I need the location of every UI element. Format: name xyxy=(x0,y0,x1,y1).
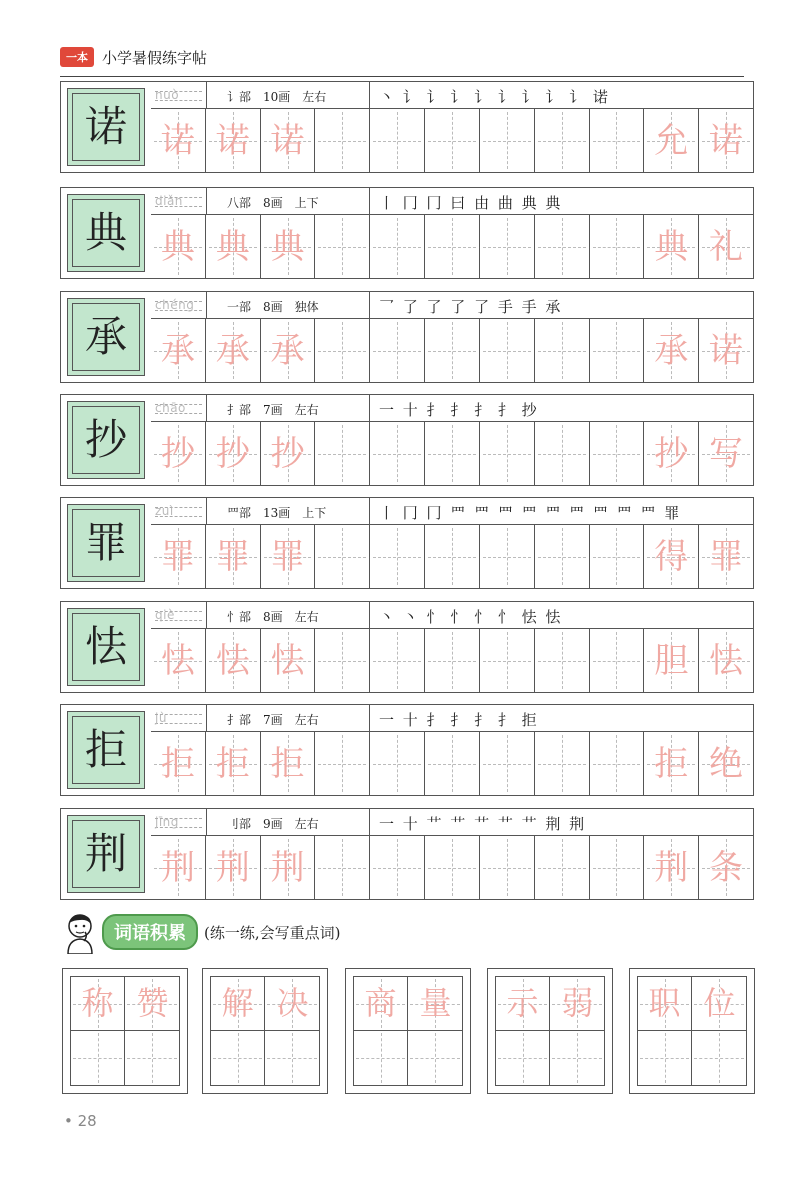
trace-char: 抄 xyxy=(654,433,689,474)
char-meta xyxy=(227,504,338,521)
pinyin: zuì xyxy=(155,504,174,518)
pinyin: chāo xyxy=(155,401,186,415)
practice-cell[interactable] xyxy=(151,109,206,172)
vocab-cell[interactable] xyxy=(265,1031,319,1085)
main-char: 诺 xyxy=(84,102,127,151)
radical: 刂部 xyxy=(227,817,252,831)
practice-cell[interactable] xyxy=(425,215,480,278)
stroke-order: 一 十 扌 扌 扌 扌 拒 xyxy=(379,711,539,729)
practice-cell[interactable] xyxy=(206,525,261,588)
practice-cell[interactable] xyxy=(206,215,261,278)
practice-cell[interactable] xyxy=(370,319,425,382)
practice-cell[interactable] xyxy=(206,836,261,899)
vocab-word xyxy=(70,976,180,1030)
vocab-cell[interactable] xyxy=(496,1031,550,1085)
vocab-box xyxy=(345,968,471,1094)
practice-cell[interactable] xyxy=(644,215,699,278)
stroke-count: 7画 xyxy=(263,713,283,727)
trace-char: 荆 xyxy=(270,847,305,888)
radical: 扌部 xyxy=(227,403,252,417)
character-block xyxy=(60,81,754,173)
structure: 左右 xyxy=(294,713,319,727)
radical: 讠部 xyxy=(227,90,252,104)
main-char: 荆 xyxy=(84,829,127,878)
practice-grid xyxy=(151,215,753,278)
trace-char: 承 xyxy=(270,330,305,371)
character-block xyxy=(60,394,754,486)
char-meta xyxy=(227,815,331,832)
vocab-char: 弱 xyxy=(561,984,594,1022)
practice-cell[interactable] xyxy=(151,629,206,692)
main-char: 承 xyxy=(84,312,127,361)
pinyin-box xyxy=(151,395,207,422)
stroke-order: 丨 冂 冂 曰 由 曲 典 典 xyxy=(379,194,563,212)
practice-cell[interactable] xyxy=(425,109,480,172)
stroke-count: 10画 xyxy=(263,90,291,104)
stroke-order: 丨 冂 冂 罒 罒 罒 罒 罒 罒 罒 罒 罒 罪 xyxy=(379,504,682,522)
practice-cell[interactable] xyxy=(261,836,316,899)
practice-cell[interactable] xyxy=(480,215,535,278)
trace-char: 典 xyxy=(160,226,195,267)
structure: 左右 xyxy=(294,403,319,417)
vocab-char: 量 xyxy=(419,984,452,1022)
vocab-cell[interactable] xyxy=(211,1031,265,1085)
trace-char: 拒 xyxy=(215,743,250,784)
trace-char: 典 xyxy=(654,226,689,267)
vocab-char: 职 xyxy=(648,984,681,1022)
main-char-box xyxy=(67,401,145,479)
main-char: 怯 xyxy=(84,622,127,671)
stroke-count: 13画 xyxy=(263,506,291,520)
pinyin-box xyxy=(151,498,207,525)
practice-cell[interactable] xyxy=(315,732,370,795)
stroke-count: 9画 xyxy=(263,817,283,831)
char-meta xyxy=(227,88,338,105)
info-row xyxy=(151,395,753,422)
radical: 一部 xyxy=(227,300,252,314)
info-row xyxy=(151,188,753,215)
vocab-char: 决 xyxy=(276,984,309,1022)
practice-cell[interactable] xyxy=(370,215,425,278)
practice-cell[interactable] xyxy=(206,109,261,172)
trace-char: 拒 xyxy=(654,743,689,784)
practice-grid xyxy=(151,319,753,382)
practice-cell[interactable] xyxy=(315,422,370,485)
practice-cell[interactable] xyxy=(425,629,480,692)
trace-char: 承 xyxy=(215,330,250,371)
radical: 忄部 xyxy=(227,610,252,624)
practice-cell[interactable] xyxy=(261,732,316,795)
vocab-cell[interactable] xyxy=(550,1031,604,1085)
vocab-subtitle: (练一练,会写重点词) xyxy=(204,923,341,942)
pinyin-box xyxy=(151,188,207,215)
main-char-box xyxy=(67,504,145,582)
practice-cell[interactable] xyxy=(425,732,480,795)
practice-cell[interactable] xyxy=(151,215,206,278)
trace-char: 诺 xyxy=(709,120,744,161)
trace-char: 典 xyxy=(270,226,305,267)
info-row xyxy=(151,809,753,836)
info-row xyxy=(151,498,753,525)
practice-cell[interactable] xyxy=(370,836,425,899)
trace-char: 荆 xyxy=(160,847,195,888)
char-meta xyxy=(227,194,331,211)
book-title: 小学暑假练字帖 xyxy=(102,48,208,67)
trace-char: 绝 xyxy=(709,743,744,784)
practice-cell[interactable] xyxy=(590,319,645,382)
info-row xyxy=(151,82,753,109)
trace-char: 条 xyxy=(709,847,744,888)
vocab-cell[interactable] xyxy=(638,1031,692,1085)
practice-cell[interactable] xyxy=(699,629,753,692)
trace-char: 罪 xyxy=(215,536,250,577)
practice-cell[interactable] xyxy=(535,732,590,795)
practice-cell[interactable] xyxy=(480,319,535,382)
practice-cell[interactable] xyxy=(480,836,535,899)
vocab-char: 商 xyxy=(364,984,397,1022)
practice-cell[interactable] xyxy=(151,422,206,485)
trace-char: 抄 xyxy=(270,433,305,474)
vocab-box xyxy=(487,968,613,1094)
practice-cell[interactable] xyxy=(370,525,425,588)
trace-char: 怯 xyxy=(160,640,195,681)
trace-char: 诺 xyxy=(215,120,250,161)
pinyin: jù xyxy=(155,711,167,725)
practice-cell[interactable] xyxy=(535,629,590,692)
trace-char: 写 xyxy=(709,433,744,474)
main-char: 抄 xyxy=(84,415,127,464)
main-char: 典 xyxy=(84,208,127,257)
practice-cell[interactable] xyxy=(425,525,480,588)
trace-char: 承 xyxy=(160,330,195,371)
practice-cell[interactable] xyxy=(699,109,753,172)
pinyin-box xyxy=(151,705,207,732)
vocab-word xyxy=(210,976,320,1030)
main-char-box xyxy=(67,815,145,893)
pinyin-box xyxy=(151,602,207,629)
stroke-count: 7画 xyxy=(263,403,283,417)
structure: 上下 xyxy=(302,506,327,520)
trace-char: 胆 xyxy=(654,640,689,681)
vocab-char: 位 xyxy=(703,984,736,1022)
practice-cell[interactable] xyxy=(699,525,753,588)
practice-cell[interactable] xyxy=(535,319,590,382)
radical: 八部 xyxy=(227,196,252,210)
trace-char: 怯 xyxy=(270,640,305,681)
practice-cell[interactable] xyxy=(370,422,425,485)
vocab-title: 词语积累 xyxy=(102,914,198,950)
vocab-cell[interactable] xyxy=(71,1031,125,1085)
practice-cell[interactable] xyxy=(370,732,425,795)
practice-cell[interactable] xyxy=(535,525,590,588)
main-char-box xyxy=(67,608,145,686)
practice-cell[interactable] xyxy=(699,215,753,278)
practice-cell[interactable] xyxy=(480,629,535,692)
vocab-box xyxy=(202,968,328,1094)
char-meta xyxy=(227,711,331,728)
practice-cell[interactable] xyxy=(480,525,535,588)
vocab-word xyxy=(637,976,747,1030)
vocab-word xyxy=(495,976,605,1030)
trace-char: 诺 xyxy=(270,120,305,161)
stroke-order: 丶 讠 讠 讠 讠 讠 讠 讠 讠 诺 xyxy=(379,88,610,106)
stroke-count: 8画 xyxy=(263,300,283,314)
practice-cell[interactable] xyxy=(535,422,590,485)
practice-cell[interactable] xyxy=(699,836,753,899)
stroke-order: 乛 了 了 了 了 手 手 承 xyxy=(379,298,563,316)
series-badge: 一本 xyxy=(60,47,94,67)
practice-grid xyxy=(151,109,753,172)
vocab-char: 赞 xyxy=(136,984,169,1022)
practice-cell[interactable] xyxy=(590,629,645,692)
practice-cell[interactable] xyxy=(315,629,370,692)
main-char-box xyxy=(67,298,145,376)
practice-cell[interactable] xyxy=(644,629,699,692)
trace-char: 拒 xyxy=(160,743,195,784)
vocab-cell[interactable] xyxy=(125,1031,179,1085)
practice-cell[interactable] xyxy=(535,109,590,172)
trace-char: 典 xyxy=(215,226,250,267)
practice-grid xyxy=(151,525,753,588)
vocab-cell[interactable] xyxy=(408,1031,462,1085)
trace-char: 礼 xyxy=(709,226,744,267)
practice-cell[interactable] xyxy=(590,732,645,795)
main-char-box xyxy=(67,711,145,789)
pinyin-box xyxy=(151,809,207,836)
practice-cell[interactable] xyxy=(261,319,316,382)
info-row xyxy=(151,602,753,629)
trace-char: 承 xyxy=(654,330,689,371)
practice-cell[interactable] xyxy=(644,525,699,588)
practice-cell[interactable] xyxy=(206,422,261,485)
trace-char: 罪 xyxy=(270,536,305,577)
main-char-box xyxy=(67,88,145,166)
main-char: 罪 xyxy=(84,518,127,567)
pinyin-box xyxy=(151,292,207,319)
practice-grid xyxy=(151,422,753,485)
practice-cell[interactable] xyxy=(480,109,535,172)
header-divider xyxy=(60,76,744,77)
vocab-cell[interactable] xyxy=(692,1031,746,1085)
trace-char: 允 xyxy=(654,120,689,161)
practice-cell[interactable] xyxy=(590,109,645,172)
radical: 扌部 xyxy=(227,713,252,727)
practice-cell[interactable] xyxy=(425,319,480,382)
practice-cell[interactable] xyxy=(261,422,316,485)
practice-cell[interactable] xyxy=(699,422,753,485)
pinyin: nuò xyxy=(155,88,180,102)
trace-char: 荆 xyxy=(215,847,250,888)
practice-grid xyxy=(151,732,753,795)
stroke-order: 丶 丶 忄 忄 忄 忄 怯 怯 xyxy=(379,608,563,626)
practice-cell[interactable] xyxy=(699,319,753,382)
pinyin: qiè xyxy=(155,608,175,622)
practice-cell[interactable] xyxy=(590,422,645,485)
trace-char: 荆 xyxy=(654,847,689,888)
practice-cell[interactable] xyxy=(315,215,370,278)
practice-cell[interactable] xyxy=(644,732,699,795)
main-char: 拒 xyxy=(84,725,127,774)
stroke-count: 8画 xyxy=(263,196,283,210)
structure: 左右 xyxy=(302,90,327,104)
practice-cell[interactable] xyxy=(206,319,261,382)
practice-cell[interactable] xyxy=(151,319,206,382)
student-thinking-icon xyxy=(60,910,100,954)
practice-cell[interactable] xyxy=(535,215,590,278)
pinyin-box xyxy=(151,82,207,109)
vocab-char: 解 xyxy=(221,984,254,1022)
stroke-count: 8画 xyxy=(263,610,283,624)
structure: 上下 xyxy=(294,196,319,210)
practice-cell[interactable] xyxy=(644,836,699,899)
trace-char: 罪 xyxy=(709,536,744,577)
practice-cell[interactable] xyxy=(315,836,370,899)
practice-cell[interactable] xyxy=(261,629,316,692)
practice-cell[interactable] xyxy=(261,525,316,588)
practice-cell[interactable] xyxy=(590,525,645,588)
practice-cell[interactable] xyxy=(644,109,699,172)
vocab-header xyxy=(60,910,340,954)
vocab-cell[interactable] xyxy=(354,1031,408,1085)
character-block xyxy=(60,187,754,279)
info-row xyxy=(151,292,753,319)
practice-cell[interactable] xyxy=(261,215,316,278)
practice-cell[interactable] xyxy=(644,422,699,485)
practice-cell[interactable] xyxy=(480,732,535,795)
trace-char: 怯 xyxy=(215,640,250,681)
character-block xyxy=(60,291,754,383)
trace-char: 诺 xyxy=(160,120,195,161)
info-row xyxy=(151,705,753,732)
vocab-word xyxy=(353,976,463,1030)
trace-char: 拒 xyxy=(270,743,305,784)
practice-cell[interactable] xyxy=(206,629,261,692)
trace-char: 抄 xyxy=(215,433,250,474)
practice-cell[interactable] xyxy=(480,422,535,485)
practice-cell[interactable] xyxy=(370,109,425,172)
character-block xyxy=(60,808,754,900)
practice-cell[interactable] xyxy=(151,732,206,795)
char-meta xyxy=(227,608,331,625)
trace-char: 怯 xyxy=(709,640,744,681)
stroke-order: 一 十 扌 扌 扌 扌 抄 xyxy=(379,401,539,419)
character-block xyxy=(60,704,754,796)
main-char-box xyxy=(67,194,145,272)
char-meta xyxy=(227,401,331,418)
trace-char: 诺 xyxy=(709,330,744,371)
practice-grid xyxy=(151,836,753,899)
pinyin: jīng xyxy=(155,815,179,829)
practice-cell[interactable] xyxy=(315,525,370,588)
char-meta xyxy=(227,298,331,315)
structure: 左右 xyxy=(294,610,319,624)
vocab-box xyxy=(62,968,188,1094)
stroke-order: 一 十 艹 艹 艹 艹 艹 荆 荆 xyxy=(379,815,587,833)
vocab-char: 示 xyxy=(506,984,539,1022)
practice-cell[interactable] xyxy=(535,836,590,899)
practice-cell[interactable] xyxy=(151,836,206,899)
radical: 罒部 xyxy=(227,506,252,520)
character-block xyxy=(60,601,754,693)
practice-cell[interactable] xyxy=(315,109,370,172)
vocab-char: 称 xyxy=(81,984,114,1022)
practice-cell[interactable] xyxy=(370,629,425,692)
practice-cell[interactable] xyxy=(206,732,261,795)
structure: 独体 xyxy=(294,300,319,314)
page-number: • 28 xyxy=(64,1112,97,1130)
structure: 左右 xyxy=(294,817,319,831)
practice-cell[interactable] xyxy=(425,422,480,485)
page-header xyxy=(60,44,207,70)
practice-cell[interactable] xyxy=(644,319,699,382)
practice-cell[interactable] xyxy=(425,836,480,899)
practice-cell[interactable] xyxy=(699,732,753,795)
trace-char: 得 xyxy=(654,536,689,577)
practice-cell[interactable] xyxy=(590,836,645,899)
practice-grid xyxy=(151,629,753,692)
practice-cell[interactable] xyxy=(151,525,206,588)
vocab-box xyxy=(629,968,755,1094)
practice-cell[interactable] xyxy=(315,319,370,382)
pinyin: chéng xyxy=(155,298,195,312)
practice-cell[interactable] xyxy=(590,215,645,278)
character-block xyxy=(60,497,754,589)
practice-cell[interactable] xyxy=(261,109,316,172)
pinyin: diǎn xyxy=(155,194,183,208)
trace-char: 抄 xyxy=(160,433,195,474)
trace-char: 罪 xyxy=(160,536,195,577)
